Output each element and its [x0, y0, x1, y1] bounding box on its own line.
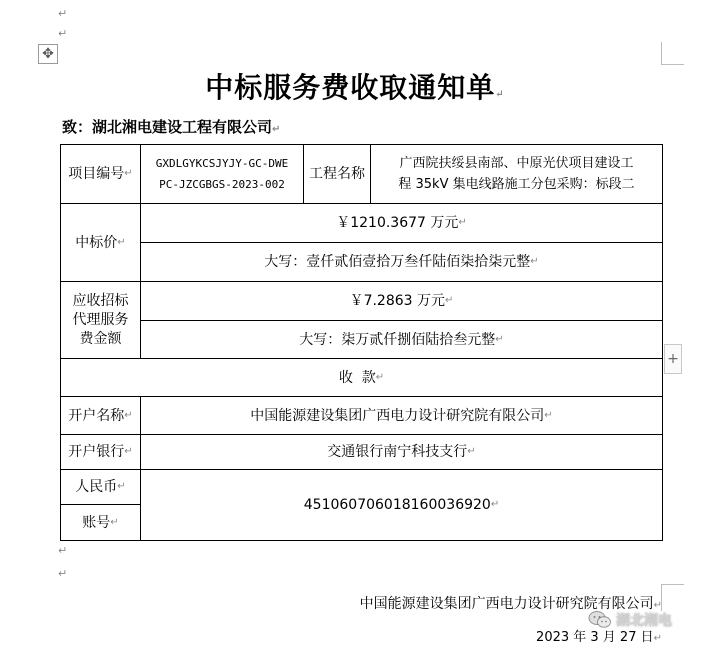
page-title: 中标服务费收取通知单↵	[205, 71, 505, 104]
account-name-label-cell: 开户名称 ↵	[61, 397, 140, 434]
project-no-line: PC-JZCGBGS-2023-002	[159, 178, 285, 191]
watermark	[588, 610, 672, 630]
agency-fee-words-cell: 大写：柒万贰仟捌佰陆拾叁元整 ↵	[141, 321, 662, 358]
account-no-label-cell: 账号 ↵	[61, 505, 140, 540]
paragraph-mark-icon: ↵	[58, 544, 68, 557]
paragraph-mark-icon: ↵	[124, 168, 133, 179]
bid-price-words-cell: 大写：壹仟贰佰壹拾万叁仟陆佰柒拾柒元整 ↵	[141, 243, 662, 281]
project-no-label-cell: 项目编号 ↵	[61, 145, 140, 203]
bank-label-cell: 开户银行 ↵	[61, 435, 140, 469]
paragraph-mark-icon: ↵	[544, 409, 553, 421]
paragraph-mark-icon: ↵	[653, 633, 662, 644]
signer: 中国能源建设集团广西电力设计研究院有限公司↵	[359, 596, 662, 612]
paragraph-mark-icon: ↵	[58, 27, 68, 40]
paragraph-mark-icon: ↵	[467, 446, 476, 457]
paragraph-mark-icon: ↵	[58, 7, 68, 20]
paragraph-mark-icon: ↵	[375, 371, 385, 383]
paragraph-mark-icon: ↵	[530, 256, 539, 267]
add-row-button[interactable]	[664, 344, 682, 374]
paragraph-mark-icon: ↵	[58, 567, 68, 580]
paragraph-mark-icon: ↵	[495, 89, 505, 100]
wechat-icon	[588, 610, 612, 630]
agency-fee-label-line: 代理服务	[72, 311, 129, 328]
plus-icon: +	[667, 351, 679, 367]
table-move-handle[interactable]	[38, 44, 58, 64]
project-no-line: GXDLGYKCSJYJY-GC-DWE	[155, 157, 289, 170]
crop-mark-top-right	[661, 42, 684, 65]
bid-price-value-cell: ￥1210.3677 万元 ↵	[141, 204, 662, 242]
paragraph-mark-icon: ↵	[117, 481, 126, 492]
agency-fee-label-line: 费金额	[79, 330, 122, 347]
watermark-text: 湖北湘电	[616, 613, 672, 629]
paragraph-mark-icon: ↵	[490, 499, 500, 510]
project-name-value-cell	[371, 145, 662, 203]
paragraph-mark-icon: ↵	[124, 409, 133, 421]
project-name-line: 广西院扶绥县南部、中原光伏项目建设工	[399, 156, 634, 171]
rmb-label-cell: 人民币 ↵	[61, 470, 140, 504]
project-name-label-cell: 工程名称	[309, 166, 365, 182]
bid-price-label-cell: 中标价 ↵	[61, 204, 140, 281]
paragraph-mark-icon: ↵	[653, 600, 662, 611]
paragraph-mark-icon: ↵	[117, 236, 126, 248]
account-name-value-cell: 中国能源建设集团广西电力设计研究院有限公司 ↵	[141, 397, 662, 434]
account-no-value-cell: 451060706018160036920 ↵	[141, 470, 662, 540]
paragraph-mark-icon: ↵	[495, 333, 504, 345]
move-arrows-icon: ✥	[42, 46, 54, 62]
bank-value-cell: 交通银行南宁科技支行 ↵	[141, 435, 662, 469]
paragraph-mark-icon: ↵	[458, 217, 467, 228]
agency-fee-label-cell	[61, 282, 140, 358]
paragraph-mark-icon: ↵	[110, 516, 119, 528]
receipt-header-cell: 收 款 ↵	[61, 359, 662, 396]
paragraph-mark-icon: ↵	[445, 295, 454, 306]
crop-mark-bottom-right	[661, 584, 684, 611]
project-no-value-cell	[141, 145, 303, 203]
paragraph-mark-icon: ↵	[272, 124, 281, 135]
paragraph-mark-icon: ↵	[124, 446, 133, 457]
agency-fee-value-cell: ￥7.2863 万元 ↵	[141, 282, 662, 320]
table-border	[662, 144, 663, 541]
agency-fee-label-line: 应收招标	[72, 292, 129, 309]
addressee: 致：湖北湘电建设工程有限公司↵	[62, 118, 281, 136]
date: 2023 年 3 月 27 日↵	[536, 630, 662, 645]
table-border	[60, 540, 663, 541]
project-name-line: 程 35kV 集电线路施工分包采购：标段二	[398, 177, 635, 192]
